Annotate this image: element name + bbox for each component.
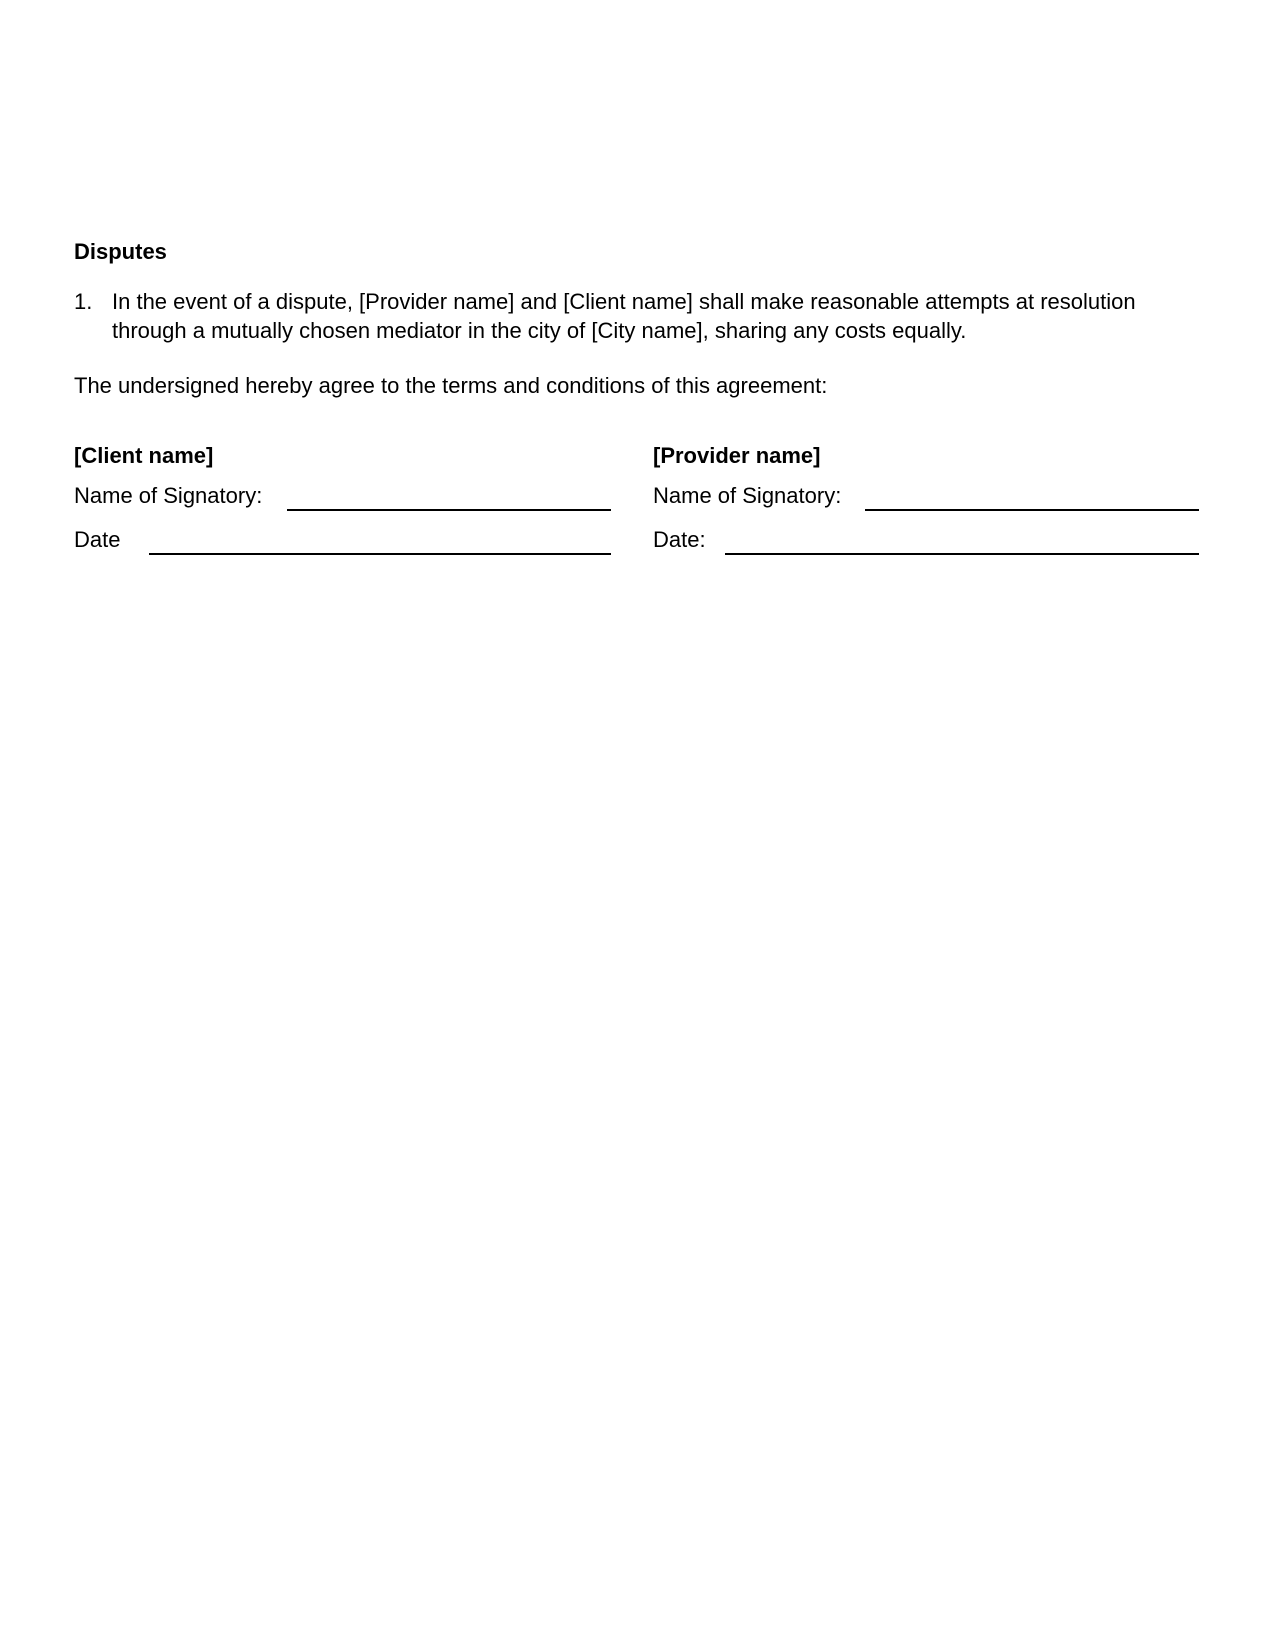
section-heading: Disputes bbox=[74, 239, 167, 264]
agreement-statement: The undersigned hereby agree to the terms and conditions of this agreement: bbox=[74, 373, 828, 398]
list-item-text: In the event of a dispute, [Provider name] and [Client name] shall make reasonable attempts at resolution through a mutually chosen mediator in the city of [City name], sharing any costs equally. bbox=[112, 289, 1136, 343]
signature-block-provider bbox=[653, 442, 1204, 558]
list-item bbox=[74, 287, 1204, 345]
date-label: Date bbox=[74, 527, 121, 552]
signatory-line[interactable] bbox=[287, 509, 611, 511]
date-line[interactable] bbox=[725, 553, 1199, 555]
list-item-number: 1. bbox=[74, 289, 93, 314]
party-name: [Provider name] bbox=[653, 443, 821, 468]
signatory-row bbox=[74, 470, 544, 514]
signatory-label: Name of Signatory: bbox=[74, 483, 263, 508]
signatory-label: Name of Signatory: bbox=[653, 483, 842, 508]
date-row bbox=[74, 514, 544, 558]
signatory-row bbox=[653, 470, 1204, 514]
signature-block-client bbox=[74, 442, 544, 558]
signatory-line[interactable] bbox=[865, 509, 1199, 511]
date-row bbox=[653, 514, 1204, 558]
date-line[interactable] bbox=[149, 553, 611, 555]
party-name: [Client name] bbox=[74, 443, 214, 468]
date-label: Date: bbox=[653, 527, 706, 552]
